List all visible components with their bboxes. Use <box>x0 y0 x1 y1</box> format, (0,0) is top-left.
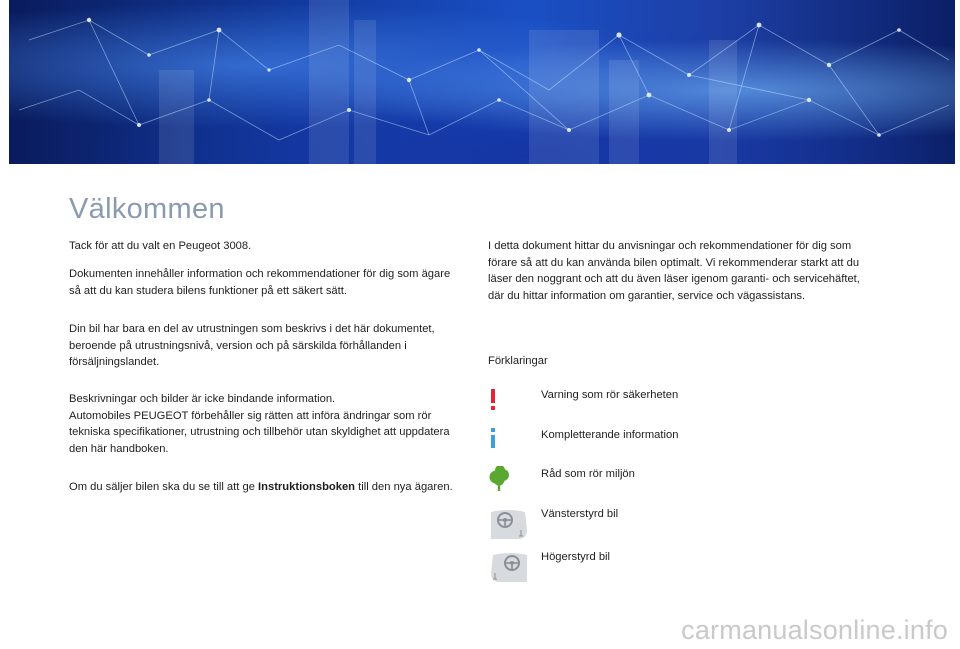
instruction-book-emphasis: Instruktionsboken <box>258 481 356 493</box>
legend-label-additional-info: Kompletterande information <box>541 429 679 441</box>
legend-item-right-hand-drive <box>488 549 788 589</box>
legend-item-additional-info <box>488 427 788 467</box>
page-title: Välkommen <box>69 193 225 225</box>
right-hand-drive-icon <box>488 549 532 585</box>
header-banner-image <box>9 0 955 164</box>
tree-icon <box>488 466 532 502</box>
intro-paragraph-5 <box>69 479 453 496</box>
left-hand-drive-icon <box>488 506 532 542</box>
watermark: carmanualsonline.info <box>681 615 948 645</box>
intro-paragraph-1: Tack för att du valt en Peugeot 3008. <box>69 240 252 252</box>
legend-item-environment <box>488 466 788 506</box>
legend-item-left-hand-drive <box>488 506 788 546</box>
exclamation-icon <box>488 387 532 423</box>
intro-p5-after: till den nya ägaren. <box>355 481 453 493</box>
right-paragraph-1: I detta dokument hittar du anvisningar och rekommendationer för dig som förare så att du kan använda bilen optimalt. Vi rekommenderar starkt att du läser den noggrant och att du även läser igenom garanti- och servicehäftet, där du hittar information om garantier, service och vägassistans. <box>488 240 860 302</box>
legend-label-safety-warning: Varning som rör säkerheten <box>541 389 679 401</box>
intro-paragraph-4 <box>69 391 454 457</box>
network-city-illustration <box>9 0 955 164</box>
legend-title: Förklaringar <box>488 355 548 367</box>
intro-p5-before: Om du säljer bilen ska du se till att ge <box>69 481 259 493</box>
legend-label-right-hand-drive: Högerstyrd bil <box>541 551 611 563</box>
intro-paragraph-4-line-2: Automobiles PEUGEOT förbehåller sig rätten att införa ändringar som rör tekniska specifikationer, utrustning och tillbehör utan skyldighet att uppdatera den här handboken. <box>69 409 450 455</box>
intro-paragraph-2: Dokumenten innehåller information och rekommendationer för dig som ägare så att du kan studera bilens funktioner på ett säkert sätt. <box>69 268 451 297</box>
intro-paragraph-4-line-1: Beskrivningar och bilder är icke bindande information. <box>69 393 336 405</box>
intro-paragraph-3: Din bil har bara en del av utrustningen som beskrivs i det här dokumentet, beroende på utrustningsnivå, version och på särskilda förhållanden i försäljningslandet. <box>69 323 435 368</box>
right-column <box>488 238 878 304</box>
legend-label-environment: Råd som rör miljön <box>541 468 635 480</box>
info-icon <box>488 427 532 463</box>
legend-label-left-hand-drive: Vänsterstyrd bil <box>541 508 619 520</box>
legend-item-safety-warning <box>488 387 788 427</box>
